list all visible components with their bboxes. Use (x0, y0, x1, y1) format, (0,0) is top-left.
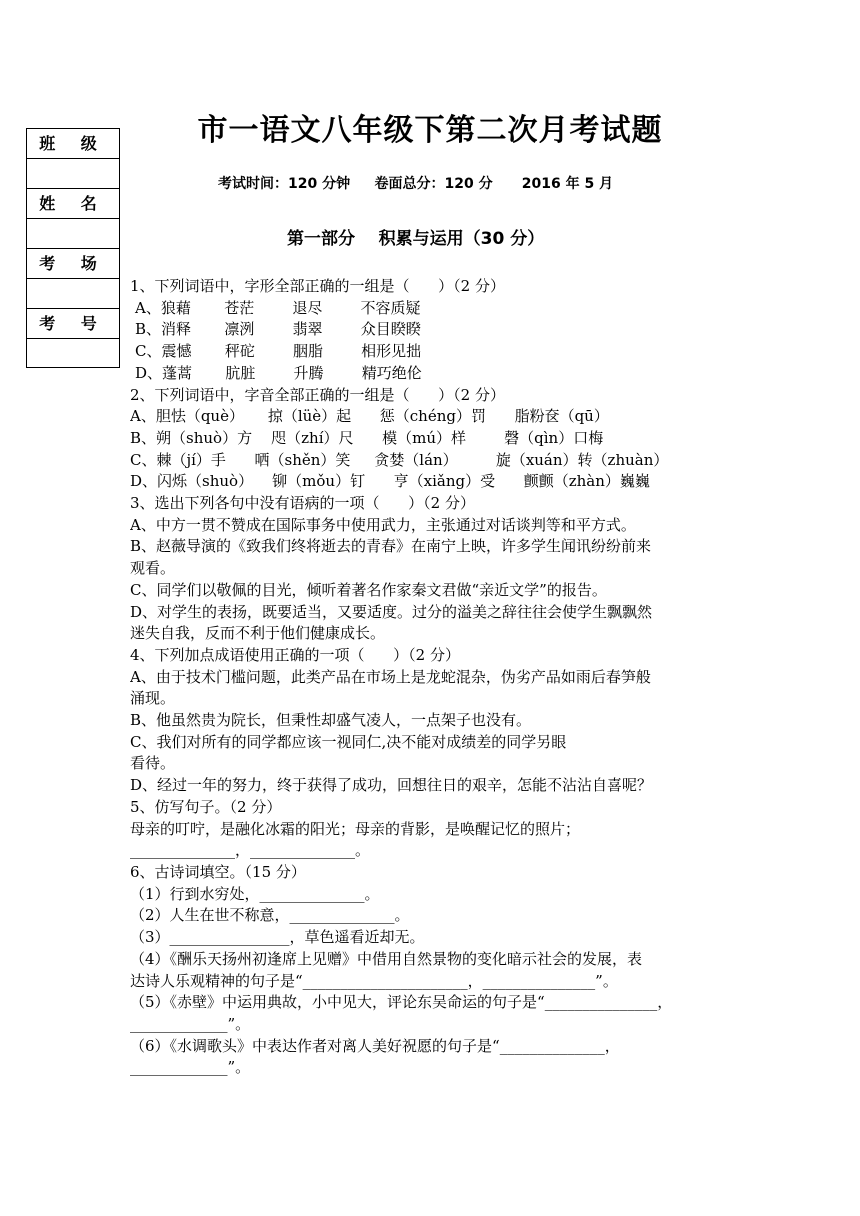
question-4-option-b: B、他虽然贵为院长，但秉性却盛气凌人，一点架子也没有。 (130, 711, 532, 730)
question-2-option-d: D、闪烁（shuò） 铆（mǒu）钉 亨（xiǎng）受 颤颤（zhàn）巍巍 (130, 472, 650, 491)
question-5-example: 母亲的叮咛，是融化冰霜的阳光；母亲的背影，是唤醒记忆的照片； (130, 819, 581, 838)
question-2-option-a: A、胆怯（què） 掠（lüè）起 惩（chéng）罚 脂粉奁（qū） (130, 407, 609, 426)
question-4-option-a-cont: 涌现。 (130, 689, 176, 708)
question-3-option-d-cont: 迷失自我，反而不利于他们健康成长。 (130, 624, 386, 643)
question-5-stem: 5、仿写句子。（2 分） (130, 797, 282, 816)
name-field (27, 219, 119, 249)
question-1-stem: 1、下列词语中，字形全部正确的一组是（ ）（2 分） (130, 277, 505, 295)
exam-room-field (27, 279, 119, 309)
class-field (27, 159, 119, 189)
question-1-option-a: A、狼藉 苍茫 退尽 不容质疑 (135, 298, 421, 317)
exam-room-label: 考 场 (27, 249, 119, 279)
question-4-option-c: C、我们对所有的同学都应该一视同仁,决不能对成绩差的同学另眼 (130, 732, 567, 751)
question-4-option-c-cont: 看待。 (130, 754, 176, 773)
section-heading: 第一部分 积累与运用（30 分） (287, 229, 545, 249)
question-2-option-c: C、棘（jí）手 哂（shěn）笑 贪婪（lán） 旋（xuán）转（zhuàn） (130, 450, 669, 469)
question-3-option-d: D、对学生的表扬，既要适当，又要适度。过分的溢美之辞往往会使学生飘飘然 (130, 602, 653, 621)
question-6-item-5-cont: _____________”。 (130, 1014, 251, 1033)
question-2-stem: 2、下列词语中，字音全部正确的一组是（ ）（2 分） (130, 385, 505, 404)
question-1-option-c: C、震憾 秤砣 胭脂 相形见拙 (135, 342, 422, 361)
question-3-stem: 3、选出下列各句中没有语病的一项（ ）（2 分） (130, 494, 475, 513)
question-6-item-2: （2）人生在世不称意，______________。 (130, 906, 410, 925)
question-1-option-d: D、蓬蒿 肮脏 升腾 精巧绝伦 (135, 363, 422, 382)
question-3-option-c: C、同学们以敬佩的目光，倾听着著名作家秦文君做“亲近文学”的报告。 (130, 580, 607, 599)
name-label: 姓 名 (27, 189, 119, 219)
question-3-option-a: A、中方一贯不赞成在国际事务中使用武力，主张通过对话谈判等和平方式。 (130, 515, 636, 534)
exam-info: 考试时间：120 分钟 卷面总分：120 分 2016 年 5 月 (218, 176, 614, 192)
class-label: 班 级 (27, 129, 119, 159)
question-6-item-6: （6）《水调歌头》中表达作者对离人美好祝愿的句子是“______________， (130, 1036, 620, 1055)
question-6-stem: 6、古诗词填空。（15 分） (130, 862, 306, 881)
exam-number-field (27, 339, 119, 369)
question-4-option-a: A、由于技术门槛问题，此类产品在市场上是龙蛇混杂，伪劣产品如雨后春笋般 (130, 667, 651, 686)
page-title: 市一语文八年级下第二次月考试题 (197, 113, 663, 148)
question-3-option-b: B、赵薇导演的《致我们终将逝去的青春》在南宁上映，许多学生闻讯纷纷前来 (130, 537, 652, 556)
question-4-option-d: D、经过一年的努力，终于获得了成功，回想往日的艰辛，怎能不沾沾自喜呢？ (130, 776, 653, 795)
question-3-option-b-cont: 观看。 (130, 559, 176, 578)
question-6-item-5: （5）《赤壁》中运用典故，小中见大，评论东吴命运的句子是“_______________， (130, 993, 673, 1012)
question-4-stem: 4、下列加点成语使用正确的一项（ ）（2 分） (130, 645, 460, 664)
student-info-box (26, 128, 120, 368)
question-6-item-3: （3）________________，草色遥看近却无。 (130, 928, 425, 947)
question-6-item-4: （4）《酬乐天扬州初逢席上见赠》中借用自然景物的变化暗示社会的发展，表 (130, 949, 643, 968)
question-5-blank: ______________，______________。 (130, 841, 371, 860)
exam-number-label: 考 号 (27, 309, 119, 339)
question-6-item-6-cont: _____________”。 (130, 1058, 251, 1077)
question-6-item-4-cont: 达诗人乐观精神的句子是“______________________，_______________”。 (130, 971, 618, 990)
question-content (130, 276, 740, 1079)
question-6-item-1: （1）行到水穷处，______________。 (130, 884, 380, 903)
question-1-option-b: B、消释 凛洌 翡翠 众目睽睽 (135, 320, 421, 339)
question-2-option-b: B、朔（shuò）方 咫（zhí）尺 模（mú）样 磬（qìn）口梅 (130, 428, 604, 447)
